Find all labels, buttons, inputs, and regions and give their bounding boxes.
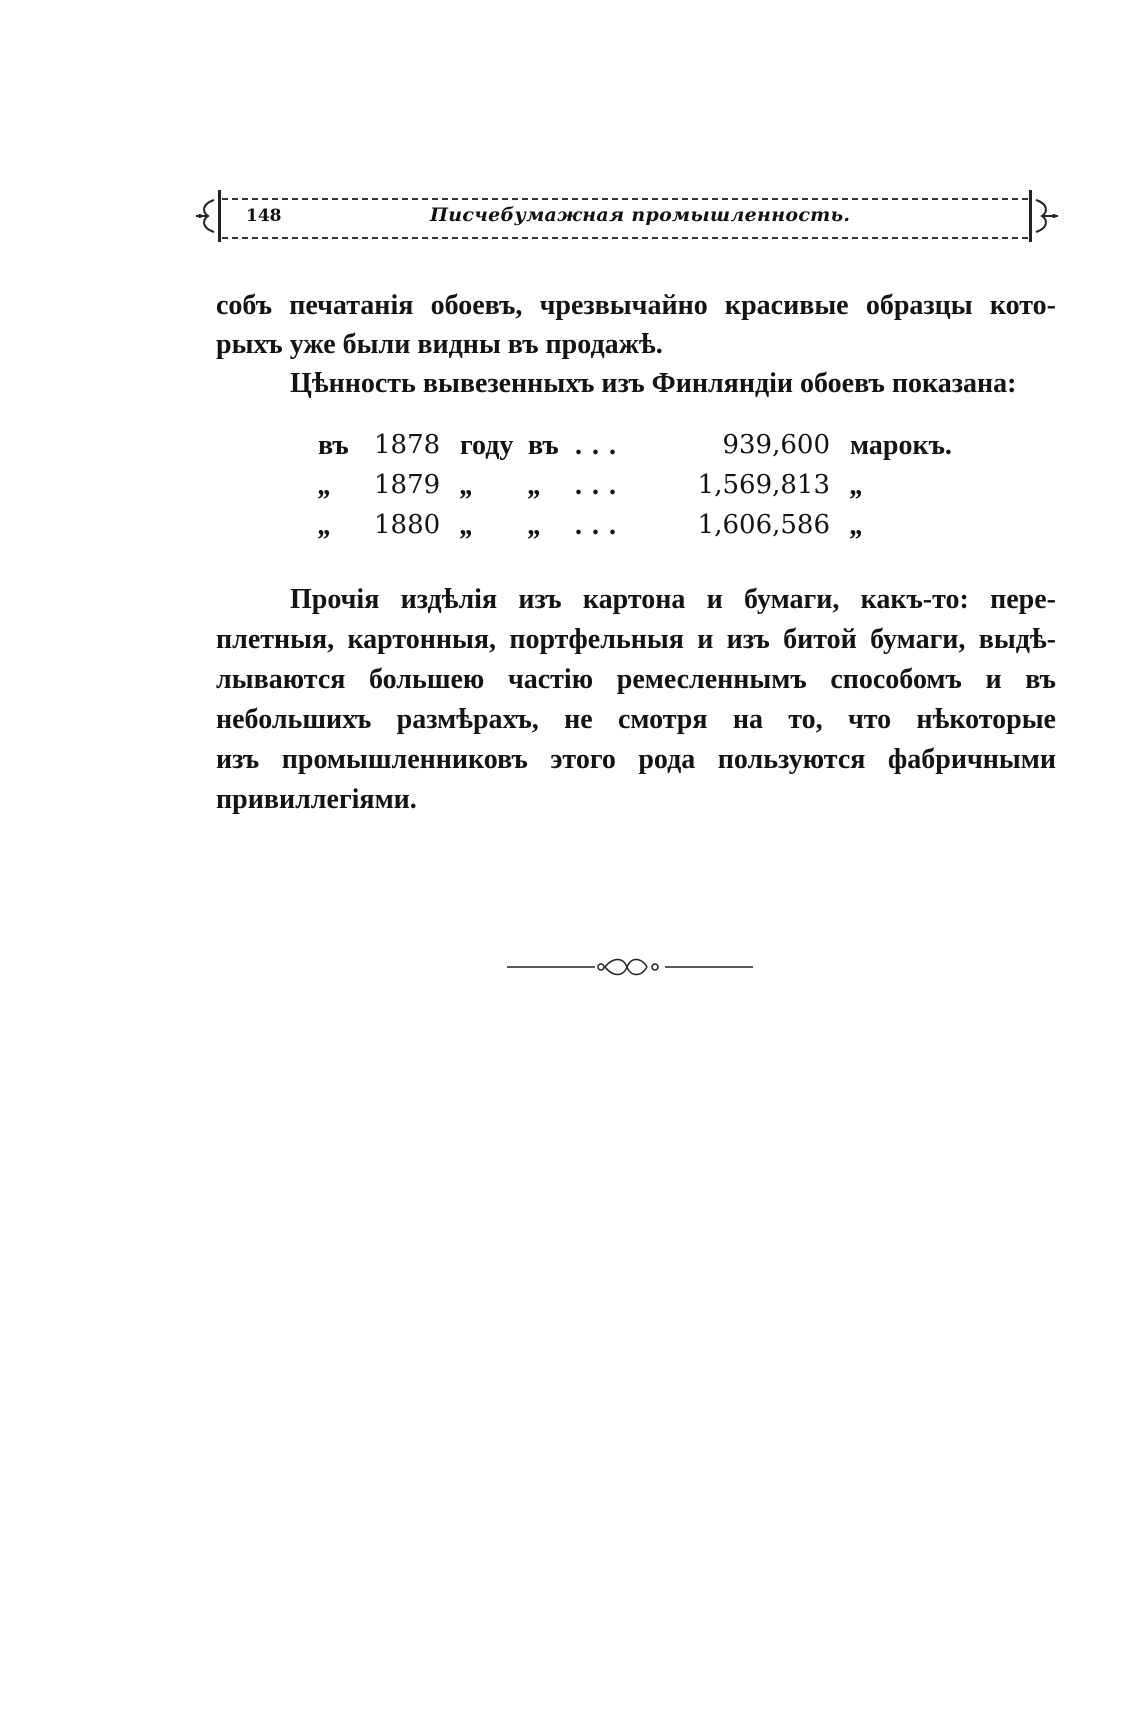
- text-line: изъ промышленниковъ этого рода пользуются фабричными: [216, 744, 1056, 775]
- row-preposition: въ: [528, 430, 559, 461]
- left-header-ornament-icon: [194, 198, 216, 234]
- row-leader-dots: ...: [575, 470, 626, 501]
- row-preposition: „: [528, 510, 542, 541]
- right-header-ornament-icon: [1034, 198, 1060, 234]
- running-title: Писчебумажная промышленность.: [430, 204, 851, 226]
- row-year: 1879: [374, 470, 441, 500]
- text-line: рыхъ уже были видны въ продажѣ.: [216, 329, 663, 360]
- table-row: [0, 430, 1140, 470]
- text-line: Цѣнность вывезенныхъ изъ Финляндіи обоевъ показана:: [290, 368, 1017, 399]
- left-header-bar: [218, 190, 221, 242]
- row-currency: „: [850, 470, 864, 501]
- row-prefix: „: [318, 510, 332, 541]
- row-value: 1,606,586: [697, 510, 830, 540]
- section-end-ornament-icon: [505, 955, 755, 979]
- row-leader-dots: ...: [575, 430, 626, 461]
- row-unit: году: [460, 430, 514, 461]
- row-year: 1878: [374, 430, 441, 460]
- text-line: небольшихъ размѣрахъ, не смотря на то, что нѣкоторые: [216, 704, 1056, 735]
- text-line: привиллегіями.: [216, 784, 417, 815]
- row-unit: „: [460, 510, 474, 541]
- table-row: [0, 510, 1140, 550]
- page-number: 148: [246, 206, 282, 226]
- row-value: 939,600: [722, 430, 830, 460]
- right-header-bar: [1029, 190, 1032, 242]
- text-line: плетныя, картонныя, портфельныя и изъ битой бумаги, выдѣ-: [216, 624, 1056, 655]
- row-prefix: „: [318, 470, 332, 501]
- row-prefix: въ: [318, 430, 349, 461]
- text-line: лываются большею частію ремесленнымъ способомъ и въ: [216, 664, 1056, 695]
- header-rule-top: [222, 198, 1028, 200]
- row-currency: марокъ.: [850, 430, 952, 461]
- row-currency: „: [850, 510, 864, 541]
- row-value: 1,569,813: [697, 470, 830, 500]
- row-preposition: „: [528, 470, 542, 501]
- text-line: Прочія издѣлія изъ картона и бумаги, какъ-то: пере-: [290, 584, 1056, 615]
- header-rule-bottom: [222, 237, 1028, 239]
- text-line: собъ печатанія обоевъ, чрезвычайно красивые образцы кото-: [216, 290, 1056, 321]
- running-header: [200, 190, 1050, 242]
- row-year: 1880: [374, 510, 441, 540]
- row-leader-dots: ...: [575, 510, 626, 541]
- table-row: [0, 470, 1140, 510]
- row-unit: „: [460, 470, 474, 501]
